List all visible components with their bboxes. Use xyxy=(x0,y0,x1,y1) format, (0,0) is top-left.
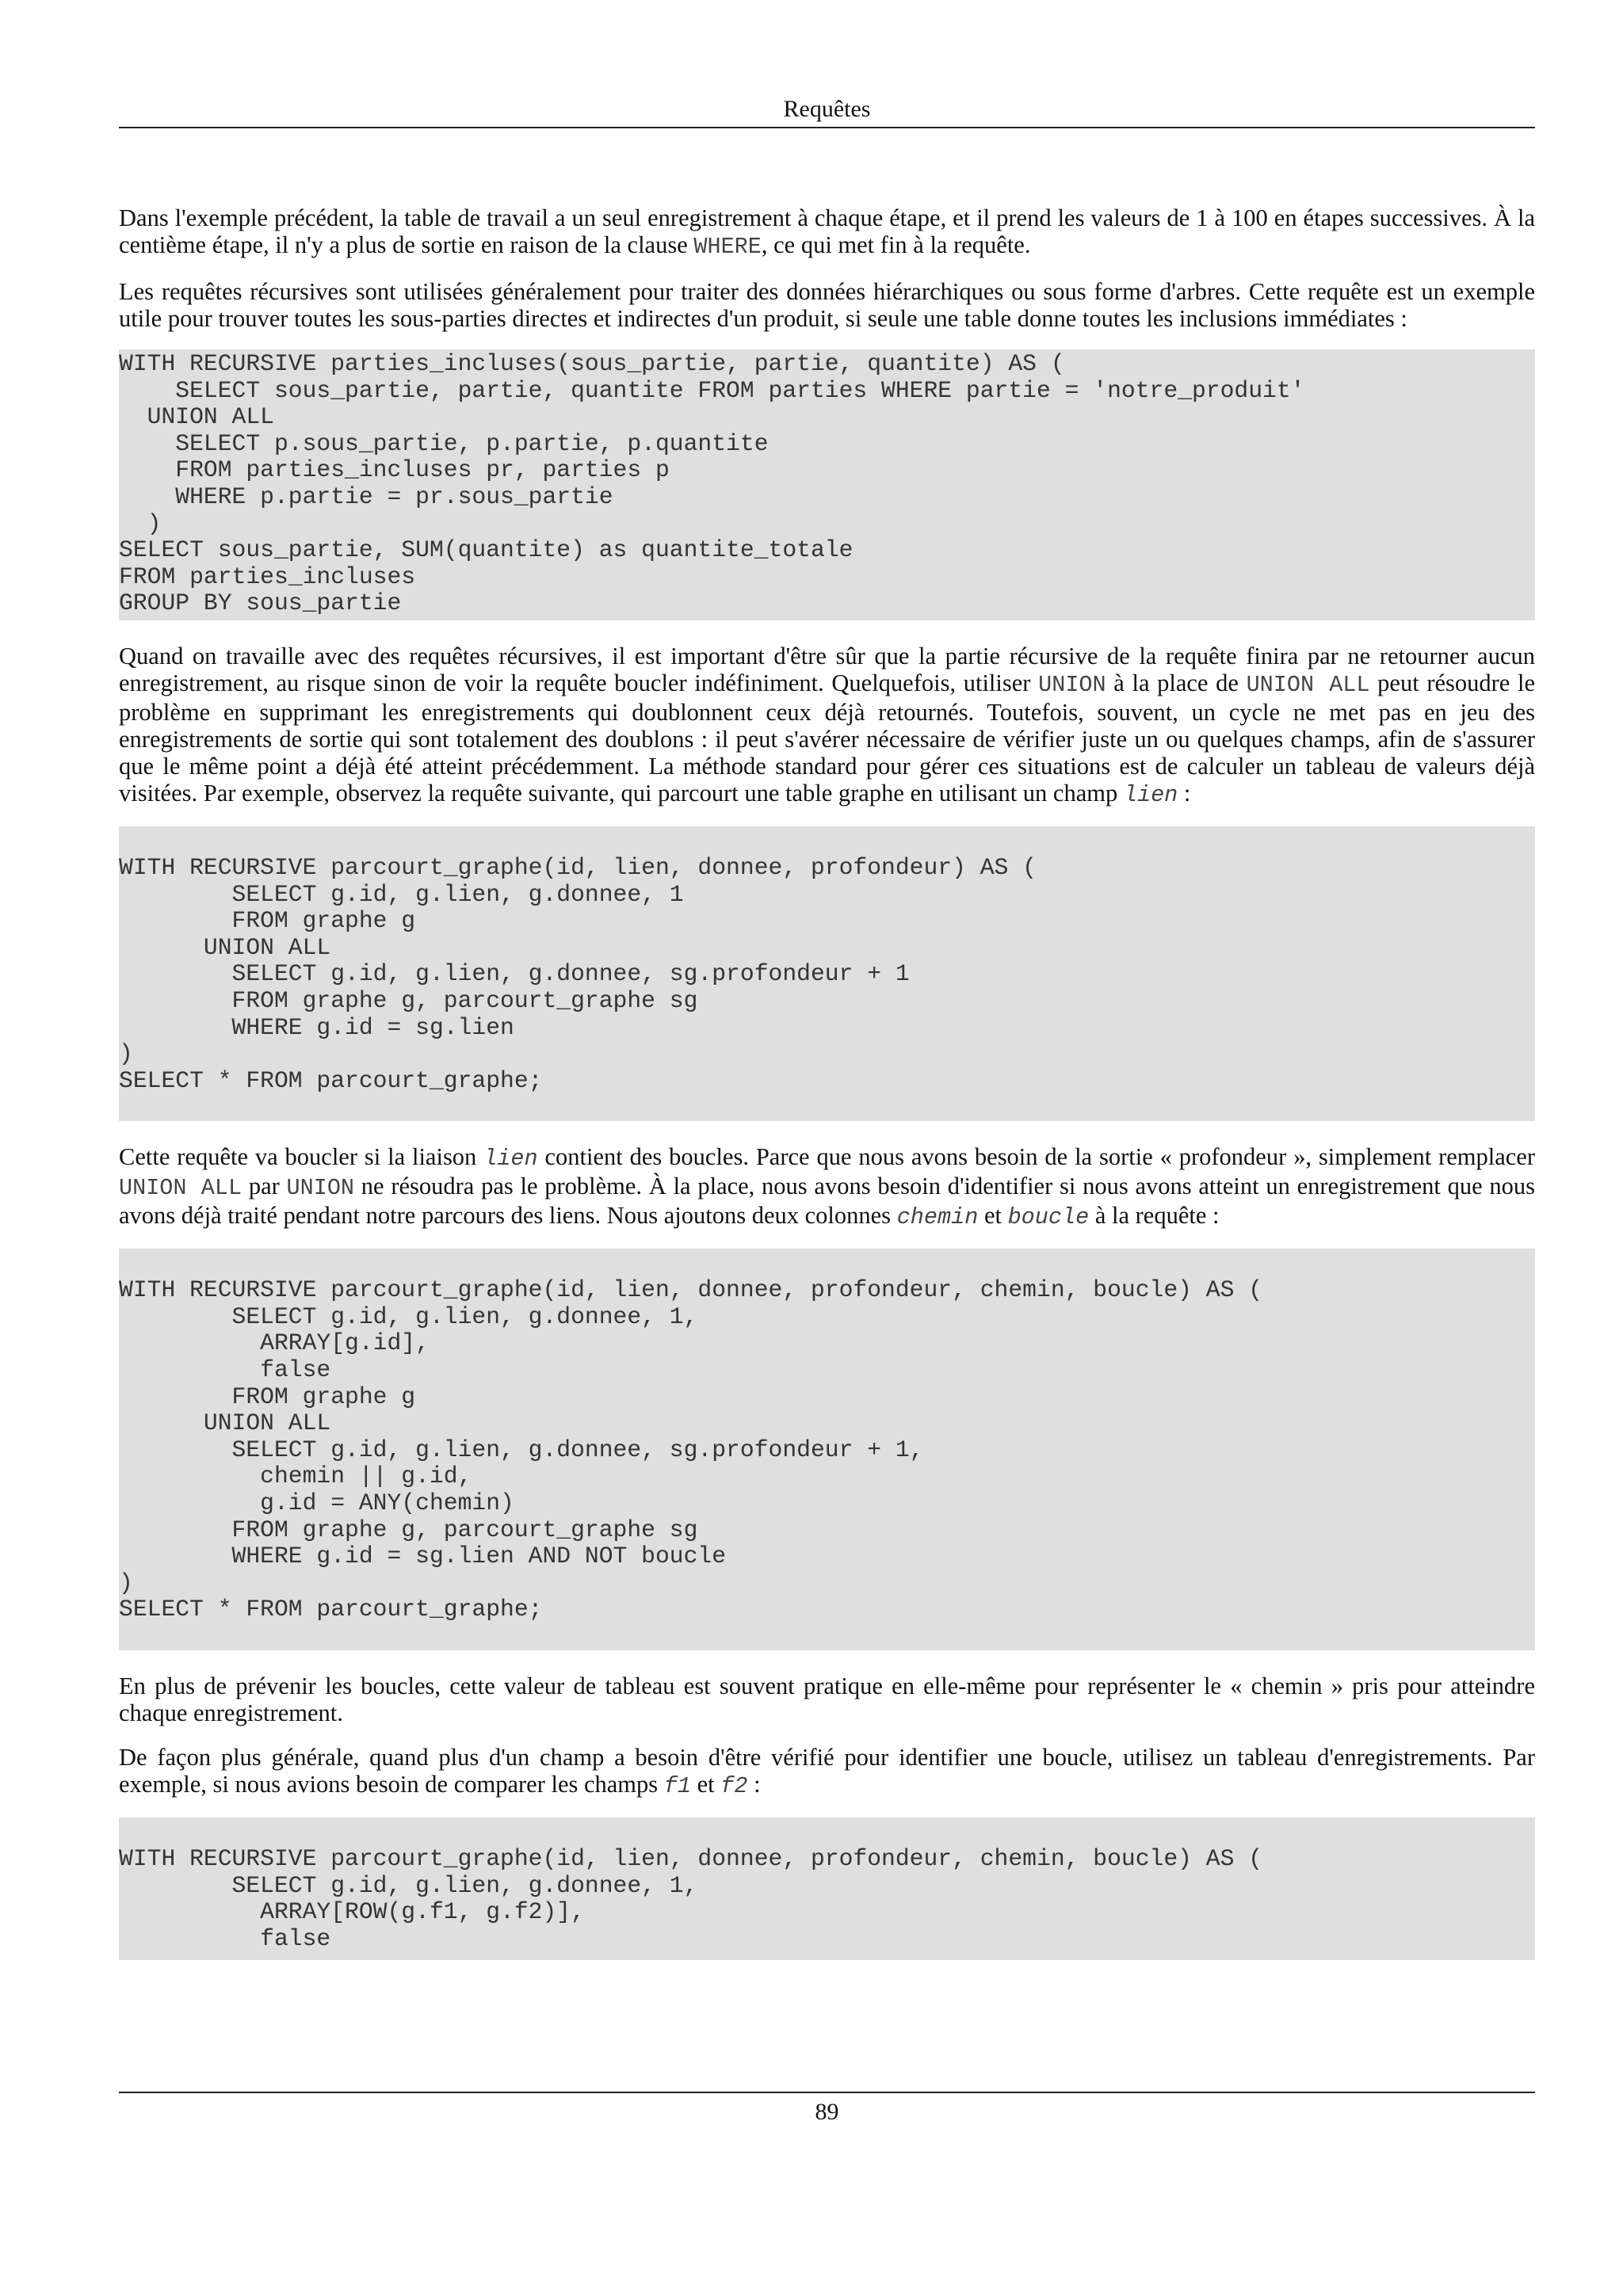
code-block-4: WITH RECURSIVE parcourt_graphe(id, lien, donnee, profondeur, chemin, boucle) AS ( SELECT g.id, g.lien, g.donnee, 1, ARRAY[ROW(g.f1, g.f2)], false xyxy=(119,1817,1535,1960)
inline-code: lien xyxy=(483,1146,538,1173)
inline-code: WHERE xyxy=(693,234,762,260)
document-page xyxy=(119,0,1535,2296)
inline-code: f1 xyxy=(663,1773,691,1799)
inline-code: lien xyxy=(1123,781,1178,808)
inline-code: UNION xyxy=(1038,671,1106,698)
paragraph-5: En plus de prévenir les boucles, cette valeur de tableau est souvent pratique en elle-même pour représenter le « chemin » pris pour atteindre chaque enregistrement. xyxy=(119,1672,1535,1726)
inline-code: UNION ALL xyxy=(119,1175,242,1202)
inline-code: UNION ALL xyxy=(1246,671,1370,698)
paragraph-6: De façon plus générale, quand plus d'un champ a besoin d'être vérifié pour identifier une boucle, utilisez un tableau d'enregistrements. Par exemple, si nous avions besoin de comparer les champs f1 et f2 : xyxy=(119,1744,1535,1799)
footer-rule xyxy=(119,2092,1535,2093)
running-header: Requêtes xyxy=(783,96,871,122)
page-content xyxy=(119,204,1535,1982)
page-number: 89 xyxy=(815,2099,839,2125)
paragraph-3: Quand on travaille avec des requêtes récursives, il est important d'être sûr que la partie récursive de la requête finira par ne retourner aucun enregistrement, au risque sinon de voir la requête boucler indéfiniment. Quelquefois, utiliser UNION à la place de UNION ALL peut résoudre le problème en supprimant les enregistrements qui doublonnent ceux déjà retournés. Toutefois, souvent, un cycle ne met pas en jeu des enregistrements de sortie qui sont totalement des doublons : il peut s'avérer nécessaire de vérifier juste un ou quelques champs, afin de s'assurer que le même point a déjà été atteint précédemment. La méthode standard pour gérer ces situations est de calculer un tableau de valeurs déjà visitées. Par exemple, observez la requête suivante, qui parcourt une table graphe en utilisant un champ lien : xyxy=(119,642,1535,808)
paragraph-2: Les requêtes récursives sont utilisées généralement pour traiter des données hiérarchiques ou sous forme d'arbres. Cette requête est un exemple utile pour trouver toutes les sous-parties directes et indirectes d'un produit, si seule une table donne toutes les inclusions immédiates : xyxy=(119,278,1535,332)
paragraph-4: Cette requête va boucler si la liaison lien contient des boucles. Parce que nous avons besoin de la sortie « profondeur », simplement remplacer UNION ALL par UNION ne résoudra pas le problème. À la place, nous avons besoin d'identifier si nous avons atteint un enregistrement que nous avons déjà traité pendant notre parcours des liens. Nous ajoutons deux colonnes chemin et boucle à la requête : xyxy=(119,1143,1535,1231)
code-block-2: WITH RECURSIVE parcourt_graphe(id, lien, donnee, profondeur) AS ( SELECT g.id, g.lien, g.donnee, 1 FROM graphe g UNION ALL SELECT g.id, g.lien, g.donnee, sg.profondeur + 1 FROM graphe g, parcourt_graphe sg WHERE g.id = sg.lien ) SELECT * FROM parcourt_graphe; xyxy=(119,826,1535,1121)
code-block-1: WITH RECURSIVE parties_incluses(sous_partie, partie, quantite) AS ( SELECT sous_partie, partie, quantite FROM parties WHERE partie = 'notre_produit' UNION ALL SELECT p.sous_partie, p.partie, p.quantite FROM parties_incluses pr, parties p WHERE p.partie = pr.sous_partie ) SELECT sous_partie, SUM(quantite) as quantite_totale FROM parties_incluses GROUP BY sous_partie xyxy=(119,349,1535,620)
inline-code: UNION xyxy=(286,1175,355,1202)
paragraph-1: Dans l'exemple précédent, la table de travail a un seul enregistrement à chaque étape, et il prend les valeurs de 1 à 100 en étapes successives. À la centième étape, il n'y a plus de sortie en raison de la clause WHERE, ce qui met fin à la requête. xyxy=(119,204,1535,260)
inline-code: boucle xyxy=(1007,1204,1090,1231)
code-block-3: WITH RECURSIVE parcourt_graphe(id, lien, donnee, profondeur, chemin, boucle) AS ( SELECT g.id, g.lien, g.donnee, 1, ARRAY[g.id], false FROM graphe g UNION ALL SELECT g.id, g.lien, g.donnee, sg.profondeur + 1, chemin || g.id, g.id = ANY(chemin) FROM graphe g, parcourt_graphe sg WHERE g.id = sg.lien AND NOT boucle ) SELECT * FROM parcourt_graphe; xyxy=(119,1249,1535,1650)
inline-code: chemin xyxy=(896,1204,979,1231)
inline-code: f2 xyxy=(720,1773,748,1799)
header-rule xyxy=(119,127,1535,128)
